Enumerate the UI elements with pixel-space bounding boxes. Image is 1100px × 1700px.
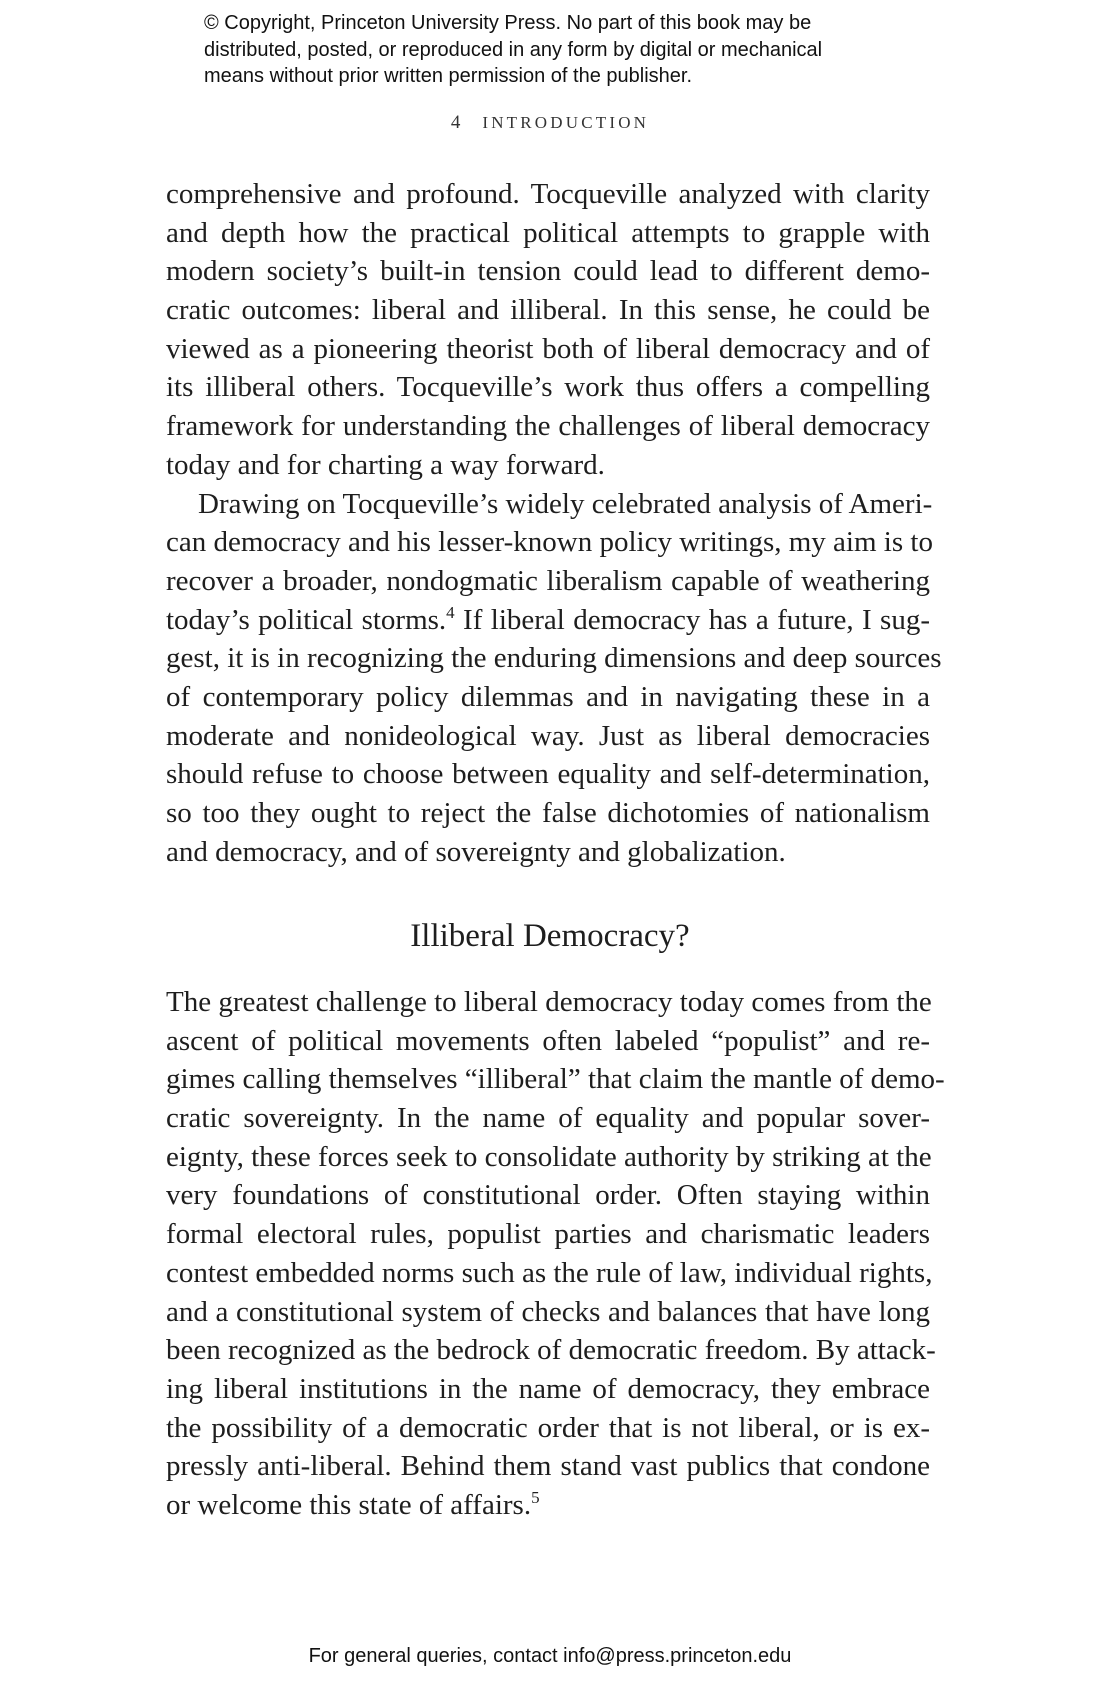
text-line: the possibility of a democratic order that is not liberal, or is ex- bbox=[166, 1411, 930, 1444]
text-line: today and for charting a way forward. bbox=[166, 448, 605, 481]
text-line: viewed as a pioneering theorist both of liberal democracy and of bbox=[166, 332, 930, 365]
text-line: and a constitutional system of checks and balances that have long bbox=[166, 1295, 930, 1328]
copyright-line: means without prior written permission of the publisher. bbox=[204, 65, 693, 87]
running-head bbox=[0, 112, 1100, 134]
text-line: gimes calling themselves “illiberal” that claim the mantle of demo- bbox=[166, 1063, 945, 1096]
text-line: of contemporary policy dilemmas and in navigating these in a bbox=[166, 680, 930, 713]
text-line-with-note bbox=[166, 601, 930, 640]
text-line: been recognized as the bedrock of democratic freedom. By attack- bbox=[166, 1334, 936, 1367]
text-line: cratic sovereignty. In the name of equality and popular sover- bbox=[166, 1102, 930, 1135]
text-line: so too they ought to reject the false dichotomies of nationalism bbox=[166, 797, 930, 829]
text-line: can democracy and his lesser-known policy writings, my aim is to bbox=[166, 526, 933, 559]
paragraph-1 bbox=[166, 175, 942, 871]
running-head-section: INTRODUCTION bbox=[482, 113, 650, 132]
section-heading: Illiberal Democracy? bbox=[410, 918, 690, 954]
copyright-line: © Copyright, Princeton University Press. No part of this book may be bbox=[204, 12, 812, 34]
text-line: cratic outcomes: liberal and illiberal. In this sense, he could be bbox=[166, 294, 930, 327]
text-line: and depth how the practical political attempts to grapple with bbox=[166, 216, 930, 249]
text-line: ascent of political movements often labeled “populist” and re- bbox=[166, 1024, 930, 1057]
text-line: should refuse to choose between equality and self-determination, bbox=[166, 758, 930, 791]
footer-contact: For general queries, contact info@press.princeton.edu bbox=[308, 1645, 792, 1667]
text-segment: or welcome this state of affairs. bbox=[166, 1488, 532, 1521]
text-line: moderate and nonideological way. Just as liberal democracies bbox=[166, 719, 930, 752]
paragraph-3 bbox=[166, 983, 945, 1525]
text-line: modern society’s built-in tension could lead to different demo- bbox=[166, 255, 930, 288]
text-line: comprehensive and profound. Tocqueville analyzed with clarity bbox=[166, 178, 930, 210]
text-line: eignty, these forces seek to consolidate authority by striking at the bbox=[166, 1140, 932, 1173]
text-line: recover a broader, nondogmatic liberalism capable of weathering bbox=[166, 564, 930, 597]
text-segment: If liberal democracy has a future, I sug- bbox=[454, 603, 930, 636]
text-line: formal electoral rules, populist parties and charismatic leaders bbox=[166, 1218, 930, 1251]
text-line: ing liberal institutions in the name of democracy, they embrace bbox=[166, 1372, 930, 1405]
text-line: framework for understanding the challenges of liberal democracy bbox=[166, 410, 930, 443]
text-line: its illiberal others. Tocqueville’s work thus offers a compelling bbox=[166, 371, 930, 404]
footnote-ref-5[interactable]: 5 bbox=[531, 1487, 540, 1507]
copyright-line: distributed, posted, or reproduced in any form by digital or mechanical bbox=[204, 38, 823, 61]
text-line: gest, it is in recognizing the enduring dimensions and deep sources bbox=[166, 642, 942, 675]
text-segment: today’s political storms. bbox=[166, 603, 447, 636]
text-line: pressly anti-liberal. Behind them stand vast publics that condone bbox=[166, 1450, 930, 1483]
text-line: very foundations of constitutional order. Often staying within bbox=[166, 1179, 930, 1212]
footnote-ref-4[interactable]: 4 bbox=[446, 602, 455, 622]
page-number: 4 bbox=[450, 112, 461, 133]
text-line: Drawing on Tocqueville’s widely celebrated analysis of Ameri- bbox=[198, 487, 933, 520]
text-line: contest embedded norms such as the rule of law, individual rights, bbox=[166, 1256, 933, 1289]
text-line: and democracy, and of sovereignty and globalization. bbox=[166, 835, 786, 868]
text-line: The greatest challenge to liberal democracy today comes from the bbox=[166, 986, 932, 1018]
copyright-notice bbox=[204, 10, 924, 90]
text-line-with-note bbox=[166, 1486, 930, 1525]
